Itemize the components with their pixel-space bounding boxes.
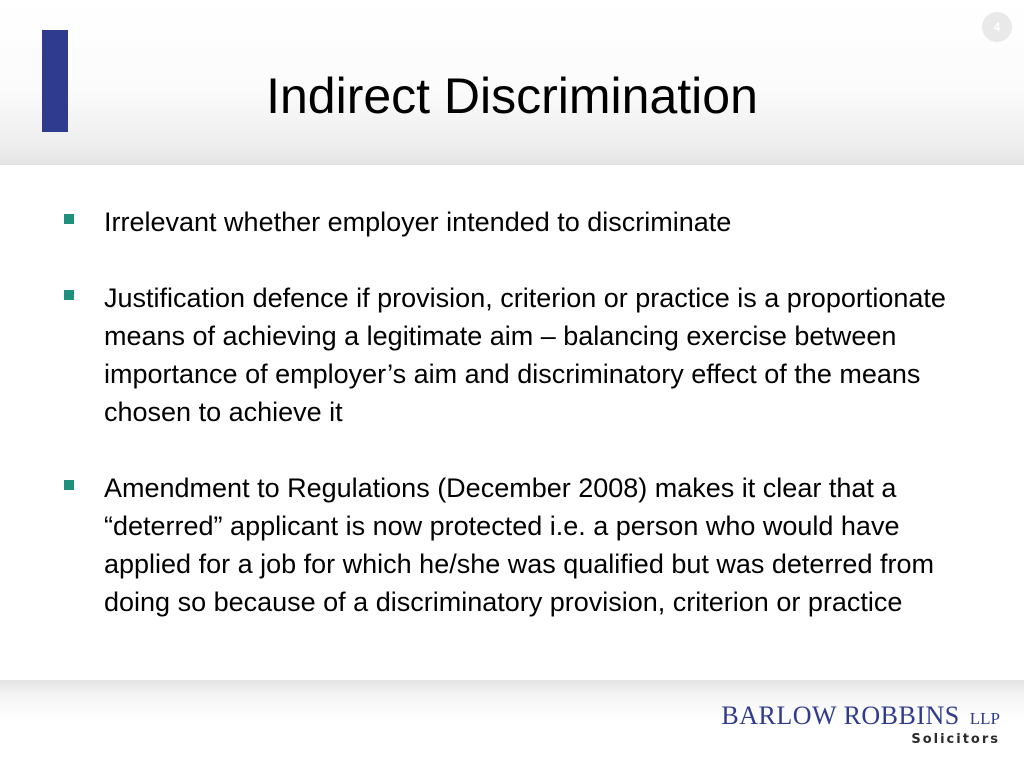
- square-bullet-icon: [64, 290, 74, 300]
- logo-subtitle: Solicitors: [911, 732, 1000, 747]
- company-logo: [721, 700, 1000, 747]
- bullet-text: Irrelevant whether employer intended to discriminate: [104, 207, 732, 237]
- slide-title: Indirect Discrimination: [266, 68, 758, 124]
- bullet-item: [60, 279, 980, 431]
- bullet-item: [60, 203, 980, 241]
- bullet-item: [60, 469, 980, 621]
- logo-name: BARLOW ROBBINS: [721, 701, 960, 730]
- logo-suffix: LLP: [969, 709, 1000, 728]
- bullet-text: Amendment to Regulations (December 2008) makes it clear that a “deterred” applicant is now protected i.e. a person who would have applied for a job for which he/she was qualified but was deterred from doing so because of a discriminatory provision, criterion or practice: [104, 473, 934, 617]
- bullet-text: Justification defence if provision, criterion or practice is a proportionate means of achieving a legitimate aim – balancing exercise between importance of employer’s aim and discriminatory effect of the means chosen to achieve it: [104, 283, 946, 427]
- square-bullet-icon: [64, 480, 74, 490]
- slide-number-badge: 4: [982, 12, 1012, 42]
- square-bullet-icon: [64, 214, 74, 224]
- bullet-list: [60, 203, 980, 659]
